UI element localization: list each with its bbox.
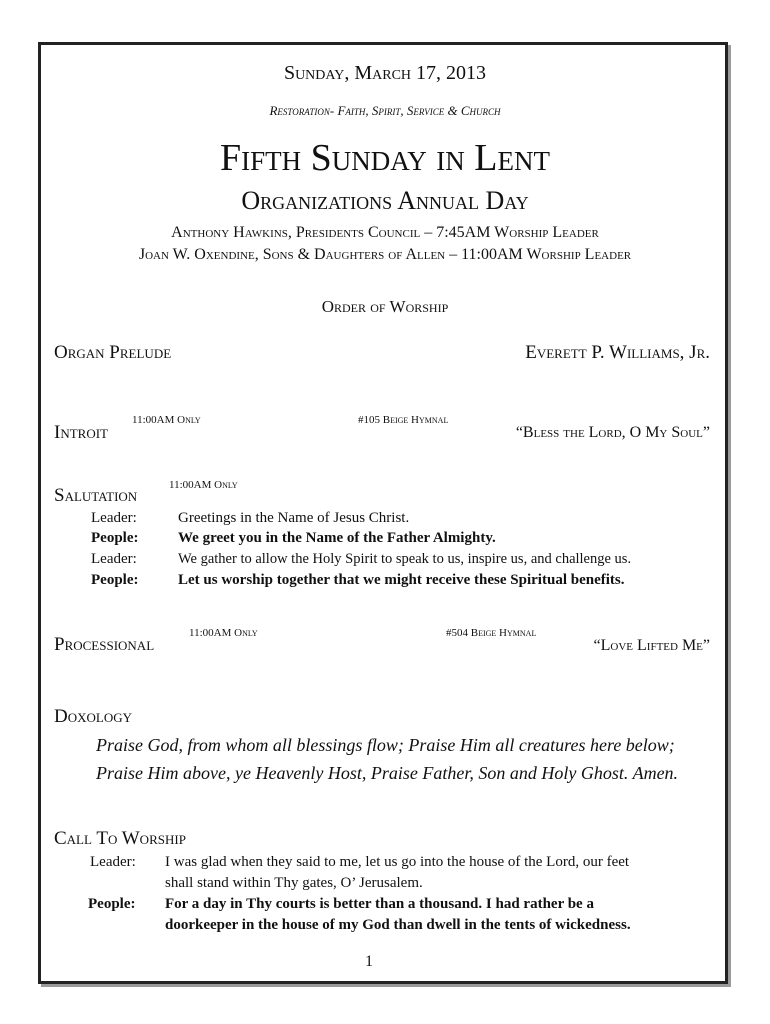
salutation-speaker: Leader: [91, 551, 137, 567]
processional-time-note: 11:00AM Only [189, 627, 258, 639]
organ-prelude-heading: Organ Prelude [54, 342, 172, 363]
doxology-heading: Doxology [54, 706, 132, 727]
doxology-line: Praise Him above, ye Heavenly Host, Praise Father, Son and Holy Ghost. Amen. [96, 763, 679, 783]
introit-time-note: 11:00AM Only [132, 414, 201, 426]
processional-song-title: “Love Lifted Me” [593, 637, 710, 654]
worship-leader-early: Anthony Hawkins, Presidents Council – 7:45AM Worship Leader [171, 224, 599, 241]
salutation-line: We greet you in the Name of the Father Almighty. [178, 530, 496, 546]
introit-song-title: “Bless the Lord, O My Soul” [515, 424, 710, 441]
salutation-line: Greetings in the Name of Jesus Christ. [178, 510, 410, 526]
service-date: Sunday, March 17, 2013 [283, 62, 487, 84]
page-title: Fifth Sunday in Lent [220, 137, 550, 179]
processional-hymn-number: #504 Beige Hymnal [446, 627, 537, 639]
page-number: 1 [365, 953, 373, 970]
theme-line: Restoration- Faith, Spirit, Service & Church [269, 103, 501, 118]
call-leader-speaker: Leader: [90, 854, 136, 870]
doxology-line: Praise God, from whom all blessings flow; Praise Him all creatures here below; [96, 735, 675, 755]
processional-heading: Processional [54, 634, 155, 655]
introit-hymn-number: #105 Beige Hymnal [358, 414, 449, 426]
worship-leader-late: Joan W. Oxendine, Sons & Daughters of Allen – 11:00AM Worship Leader [138, 246, 632, 263]
call-people-line: doorkeeper in the house of my God than dwell in the tents of wickedness. [165, 917, 631, 933]
page-subtitle: Organizations Annual Day [241, 186, 529, 215]
salutation-line: We gather to allow the Holy Spirit to speak to us, inspire us, and challenge us. [178, 551, 632, 567]
salutation-speaker: Leader: [91, 510, 137, 526]
salutation-heading: Salutation [54, 485, 138, 506]
salutation-line: Let us worship together that we might receive these Spiritual benefits. [178, 572, 625, 588]
call-leader-line: shall stand within Thy gates, O’ Jerusalem. [165, 875, 423, 891]
prelude-performer: Everett P. Williams, Jr. [525, 342, 710, 363]
call-people-speaker: People: [88, 896, 136, 912]
call-people-line: For a day in Thy courts is better than a thousand. I had rather be a [165, 896, 594, 912]
salutation-time-note: 11:00AM Only [169, 479, 238, 491]
order-of-worship-heading: Order of Worship [321, 297, 449, 316]
call-to-worship-heading: Call To Worship [54, 828, 186, 849]
salutation-speaker: People: [91, 572, 139, 588]
salutation-speaker: People: [91, 530, 139, 546]
introit-heading: Introit [54, 422, 108, 443]
call-leader-line: I was glad when they said to me, let us go into the house of the Lord, our feet [165, 854, 630, 870]
